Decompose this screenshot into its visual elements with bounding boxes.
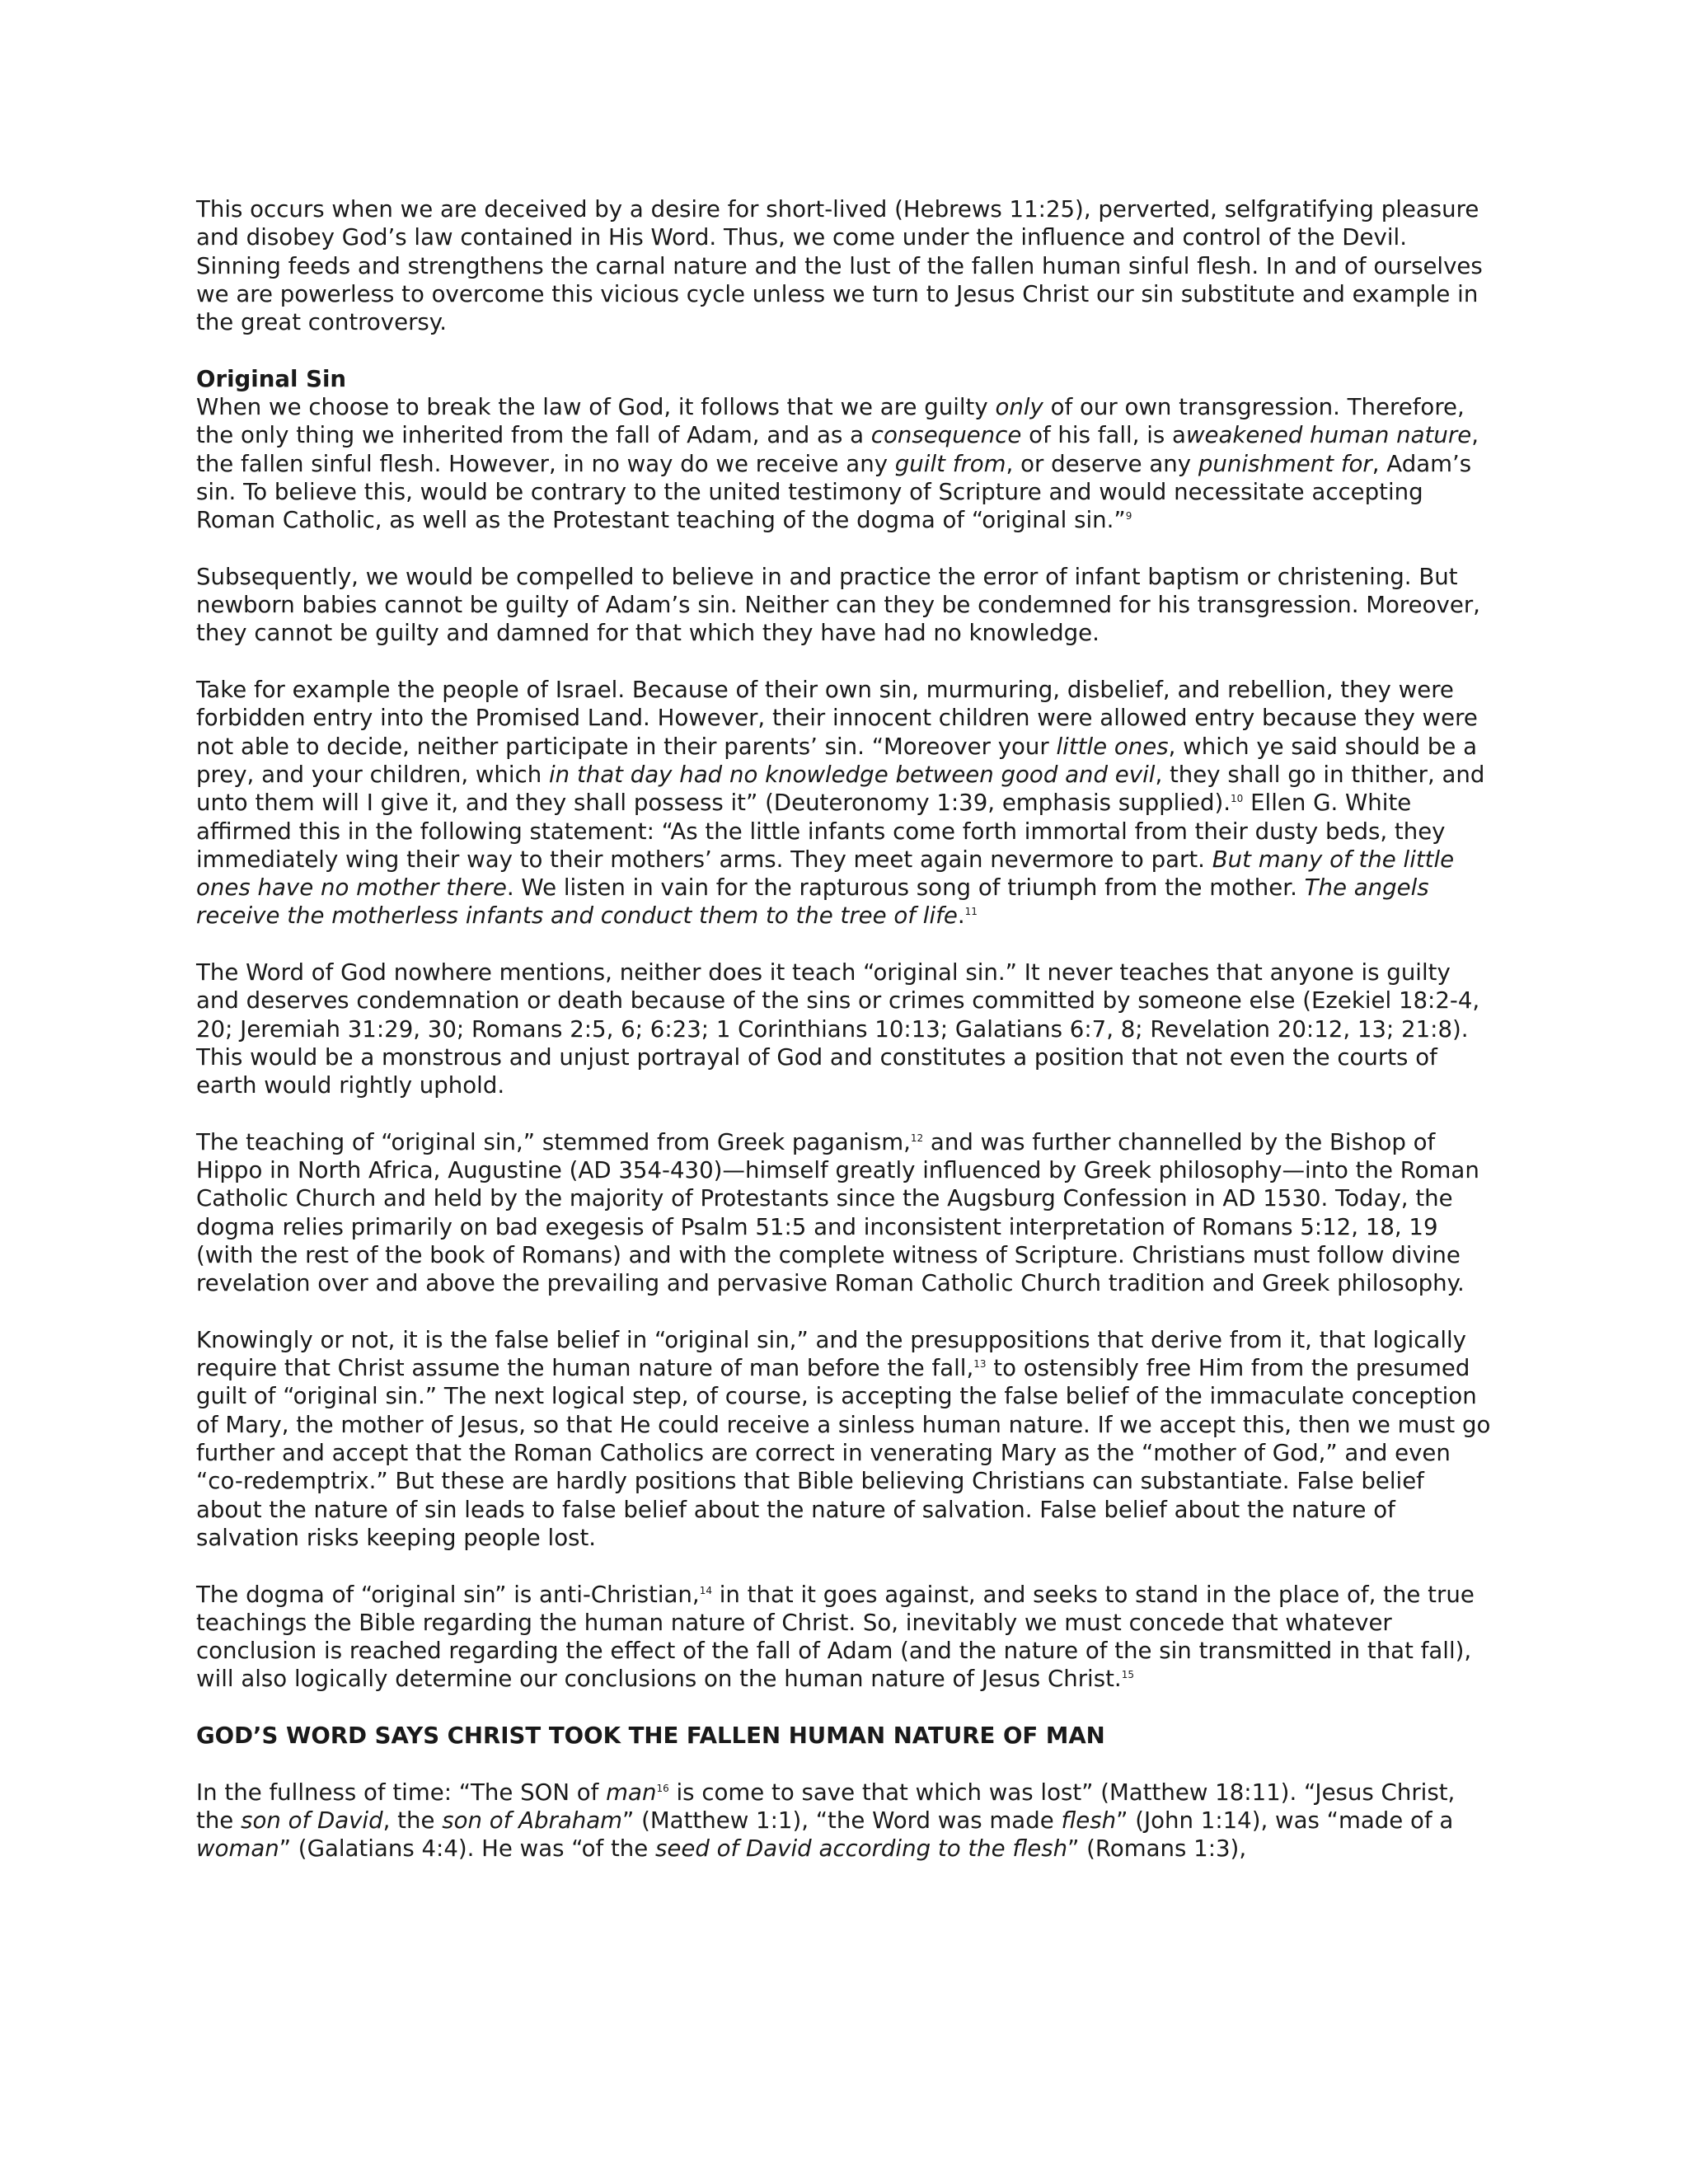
body-text: . We listen in vain for the rapturous song of triumph from the mother. — [506, 874, 1305, 902]
footnote-ref: 10 — [1231, 793, 1244, 805]
emphasis-text: son of David — [241, 1806, 383, 1834]
emphasis-text: The angels receive the motherless infants and conduct them to the tree of life — [196, 874, 1429, 930]
emphasis-text: in that day had no knowledge between good and evil — [549, 760, 1156, 788]
body-text: and was further channelled by the Bishop of Hippo in North Africa, Augustine (AD 354-430)—himself greatly influenced by Greek philosophy—into the Roman Catholic Church and held by the majority of Protestants since the Augsburg Confession in AD 1530. Today, the dogma relies primarily on bad exegesis of Psalm 51:5 and inconsistent interpretation of Romans 5:12, 18, 19 (with the rest of the book of Romans) and with the complete witness of Scripture. Christians must follow divine revelation over and above the prevailing and pervasive Roman Catholic Church tradition and Greek philosophy. — [196, 1127, 1479, 1297]
body-text: When we choose to break the law of God, it follows that we are guilty — [196, 393, 996, 421]
footnote-ref: 16 — [656, 1782, 669, 1794]
paragraph-original-sin — [196, 393, 1494, 534]
section-heading-christ-fallen-nature: GOD’S WORD SAYS CHRIST TOOK THE FALLEN HUMAN NATURE OF MAN — [196, 1722, 1105, 1750]
emphasis-text: man — [606, 1778, 657, 1806]
emphasis-text: guilt from — [894, 449, 1006, 477]
body-text: ” (Matthew 1:1), “the Word was made — [622, 1806, 1062, 1834]
emphasis-text: weakened human nature — [1185, 421, 1472, 449]
body-text: Subsequently, we would be compelled to believe in and practice the error of infant baptism or christening. But newborn babies cannot be guilty of Adam’s sin. Neither can they be condemned for his transgression. Moreover, they cannot be guilty and damned for that which they have had no knowledge. — [196, 562, 1480, 647]
footnote-ref: 12 — [910, 1132, 924, 1144]
body-text: of our own transgression. Therefore, the only thing we inherited from the fall of Adam, and as a — [196, 393, 1465, 449]
body-text: In the fullness of time: “The SON of — [196, 1778, 607, 1806]
emphasis-text: little ones — [1056, 732, 1169, 760]
body-text: ” (John 1:14), was “made of a — [1116, 1806, 1454, 1834]
paragraph-fullness-of-time — [196, 1779, 1494, 1863]
body-text: to ostensibly free Him from the presumed guilt of “original sin.” The next logical step, of course, is accepting the false belief of the immaculate conception of Mary, the mother of Jesus, so that He could receive a sinless human nature. If we accept this, then we must go further and accept that the Roman Catholics are correct in venerating Mary as the “mother of God,” and even “co-redemptrix.” But these are hardly positions that Bible believing Christians can substantiate. False belief about the nature of sin leads to false belief about the nature of salvation. False belief about the nature of salvation risks keeping people lost. — [196, 1354, 1491, 1551]
body-text: , which ye said should be a prey, and your children, which — [196, 732, 1478, 788]
section-heading-original-sin: Original Sin — [196, 364, 347, 392]
emphasis-text: woman — [196, 1835, 279, 1863]
emphasis-text: But many of the little ones have no mother there — [196, 845, 1455, 902]
paragraph-infant-baptism — [196, 563, 1494, 648]
body-text: The teaching of “original sin,” stemmed from Greek paganism, — [196, 1127, 911, 1155]
emphasis-text: flesh — [1061, 1806, 1117, 1834]
footnote-ref: 14 — [699, 1584, 712, 1596]
body-text: Knowingly or not, it is the false belief in “original sin,” and the presuppositions that derive from it, that logically require that Christ assume the human nature of man before the fall, — [196, 1325, 1467, 1382]
body-text: , or deserve any — [1006, 449, 1198, 477]
footnote-ref: 15 — [1121, 1669, 1134, 1681]
paragraph-anti-christian — [196, 1581, 1494, 1694]
body-text: is come to save that which was lost” (Matthew 18:11). “Jesus Christ, the — [196, 1778, 1456, 1834]
body-text: , the fallen sinful flesh. However, in no way do we receive any — [196, 421, 1479, 477]
body-text: , Adam’s sin. To believe this, would be contrary to the united testimony of Scripture and would necessitate accepting Roman Catholic, as well as the Protestant teaching of the dogma of “original sin.” — [196, 449, 1472, 534]
body-text: ” (Galatians 4:4). He was “of the — [279, 1835, 656, 1863]
document-body — [196, 195, 1494, 1891]
emphasis-text: punishment for — [1198, 449, 1372, 477]
body-text: ” (Romans 1:3), — [1067, 1835, 1247, 1863]
body-text: in that it goes against, and seeks to stand in the place of, the true teachings the Bible regarding the human nature of Christ. So, inevitably we must concede that whatever conclusion is reached regarding the effect of the fall of Adam (and the nature of the sin transmitted in that fall), will also logically determine our conclusions on the human nature of Jesus Christ. — [196, 1580, 1475, 1693]
body-text: . — [957, 902, 965, 930]
paragraph-greek-paganism — [196, 1128, 1494, 1298]
footnote-ref: 13 — [973, 1357, 987, 1370]
body-text: The Word of God nowhere mentions, neither does it teach “original sin.” It never teaches that anyone is guilty and deserves condemnation or death because of the sins or crimes committed by someone else (Ezekiel 18:2-4, 20; Jeremiah 31:29, 30; Romans 2:5, 6; 6:23; 1 Corinthians 10:13; Galatians 6:7, 8; Revelation 20:12, 13; 21:8). This would be a monstrous and unjust portrayal of God and constitutes a position that not even the courts of earth would rightly uphold. — [196, 958, 1480, 1099]
emphasis-text: consequence — [870, 421, 1022, 449]
paragraph-knowingly — [196, 1326, 1494, 1552]
emphasis-text: seed of David according to the flesh — [655, 1835, 1068, 1863]
body-text: , the — [382, 1806, 443, 1834]
footnote-ref: 11 — [964, 906, 978, 918]
footnote-ref: 9 — [1125, 510, 1132, 523]
body-text: Ellen G. White affirmed this in the following statement: “As the little infants come forth immortal from their dusty beds, they immediately wing their way to their mothers’ arms. They meet again nevermore to part. — [196, 789, 1446, 873]
body-text: , they shall go in thither, and unto them will I give it, and they shall possess it” (Deuteronomy 1:39, emphasis supplied). — [196, 760, 1485, 817]
paragraph-israel-example — [196, 676, 1494, 930]
body-text: The dogma of “original sin” is anti-Christian, — [196, 1580, 700, 1608]
paragraph-intro — [196, 195, 1494, 336]
emphasis-text: only — [995, 393, 1043, 421]
body-text: This occurs when we are deceived by a desire for short-lived (Hebrews 11:25), perverted, selfgratifying pleasure and disobey God’s law contained in His Word. Thus, we come under the influence and control of the Devil. Sinning feeds and strengthens the carnal nature and the lust of the fallen human sinful flesh. In and of ourselves we are powerless to overcome this vicious cycle unless we turn to Jesus Christ our sin substitute and example in the great controversy. — [196, 195, 1483, 336]
emphasis-text: son of Abraham — [442, 1806, 623, 1834]
body-text: of his fall, is a — [1021, 421, 1186, 449]
paragraph-word-of-god — [196, 958, 1494, 1099]
body-text: Take for example the people of Israel. Because of their own sin, murmuring, disbelief, and rebellion, they were forbidden entry into the Promised Land. However, their innocent children were allowed entry because they were not able to decide, neither participate in their parents’ sin. “Moreover your — [196, 676, 1478, 760]
